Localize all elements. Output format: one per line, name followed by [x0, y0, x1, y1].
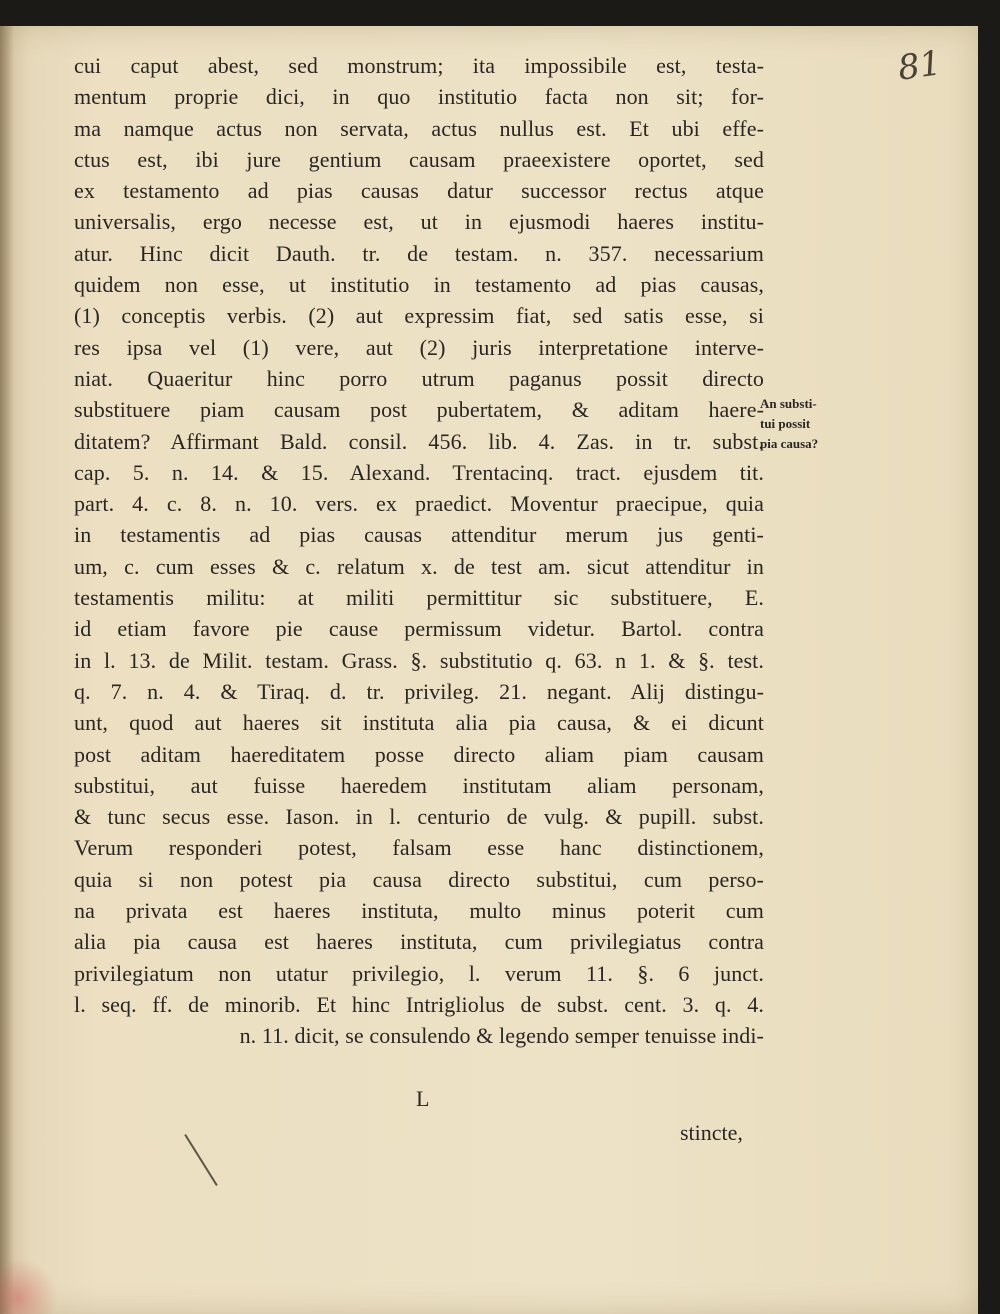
text-line: part. 4. c. 8. n. 10. vers. ex praedict. Moventur praecipue, quia — [74, 491, 764, 517]
gutter-shadow — [0, 26, 14, 1314]
text-line: ctus est, ibi jure gentium causam praeexistere oportet, sed — [74, 146, 764, 172]
paper-stain — [0, 1260, 60, 1314]
text-line: res ipsa vel (1) vere, aut (2) juris interpretatione interve- — [74, 334, 764, 360]
signature-mark: L — [416, 1086, 430, 1111]
folio-number: 81 — [895, 43, 944, 89]
text-line: mentum proprie dici, in quo institutio facta non sit; for- — [74, 84, 764, 110]
text-line: quidem non esse, ut institutio in testamento ad pias causas, — [74, 272, 764, 298]
text-line: in testamentis ad pias causas attenditur merum jus genti- — [74, 522, 764, 548]
marginal-note — [760, 394, 870, 454]
text-line: quia si non potest pia causa directo substitui, cum perso- — [74, 866, 764, 892]
text-line: l. seq. ff. de minorib. Et hinc Intrigliolus de subst. cent. 3. q. 4. — [74, 991, 764, 1017]
text-line: id etiam favore pie cause permissum videtur. Bartol. contra — [74, 616, 764, 642]
text-line: um, c. cum esses & c. relatum x. de test am. sicut attenditur in — [74, 553, 764, 579]
text-line: alia pia causa est haeres instituta, cum privilegiatus contra — [74, 929, 764, 955]
marginal-note-line: tui possit — [760, 416, 811, 431]
text-line: n. 11. dicit, se consulendo & legendo semper tenuisse indi- — [239, 1023, 764, 1049]
marginal-note-line: An substi- — [760, 396, 817, 411]
main-text-block — [74, 50, 764, 1052]
marginal-note-line: pia causa? — [760, 436, 819, 451]
text-line: substituere piam causam post pubertatem, & aditam haere- — [74, 397, 764, 423]
text-line: niat. Quaeritur hinc porro utrum paganus possit directo — [74, 365, 764, 391]
text-line: ma namque actus non servata, actus nullus est. Et ubi effe- — [74, 115, 764, 141]
text-line: cap. 5. n. 14. & 15. Alexand. Trentacinq. tract. ejusdem tit. — [74, 459, 764, 485]
text-line: & tunc secus esse. Iason. in l. centurio de vulg. & pupill. subst. — [74, 804, 764, 830]
text-line: (1) conceptis verbis. (2) aut expressim fiat, sed satis esse, si — [74, 303, 764, 329]
text-line: in l. 13. de Milit. testam. Grass. §. substitutio q. 63. n 1. & §. test. — [74, 647, 764, 673]
text-line: universalis, ergo necesse est, ut in ejusmodi haeres institu- — [74, 209, 764, 235]
text-line: cui caput abest, sed monstrum; ita impossibile est, testa- — [74, 53, 764, 78]
text-line: privilegiatum non utatur privilegio, l. verum 11. §. 6 junct. — [74, 960, 764, 986]
text-line: atur. Hinc dicit Dauth. tr. de testam. n. 357. necessarium — [74, 240, 764, 266]
catchword: stincte, — [680, 1120, 743, 1145]
text-line: Verum responderi potest, falsam esse hanc distinctionem, — [74, 835, 764, 861]
text-line: ex testamento ad pias causas datur successor rectus atque — [74, 178, 764, 204]
text-line: post aditam haereditatem posse directo aliam piam causam — [74, 741, 764, 767]
text-line: q. 7. n. 4. & Tiraq. d. tr. privileg. 21. negant. Alij distingu- — [74, 678, 764, 704]
text-line: unt, quod aut haeres sit instituta alia pia causa, & ei dicunt — [74, 710, 764, 736]
text-line: testamentis militu: at militi permittitur sic substituere, E. — [74, 585, 764, 611]
text-line: substitui, aut fuisse haeredem institutam aliam personam, — [74, 772, 764, 798]
text-line: na privata est haeres instituta, multo minus poterit cum — [74, 898, 764, 924]
text-line: ditatem? Affirmant Bald. consil. 456. lib. 4. Zas. in tr. subst. — [74, 428, 764, 454]
